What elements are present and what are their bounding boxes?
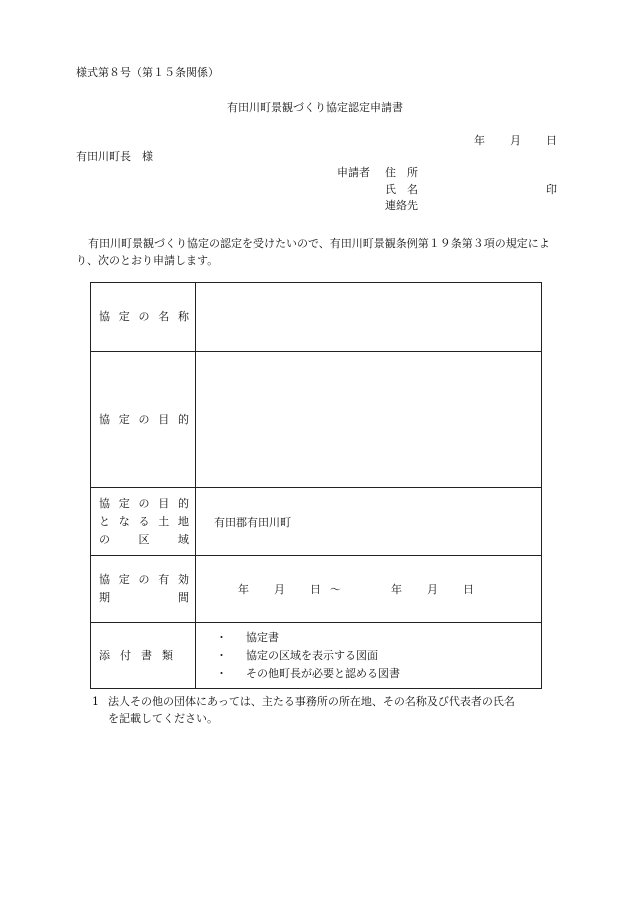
form-number: 様式第８号（第１５条関係） [76, 66, 219, 79]
date-year: 年 [474, 134, 485, 147]
agreement-name-field[interactable] [196, 283, 542, 352]
applicant-name-label: 氏 名 [385, 183, 418, 196]
row-agreement-name [91, 283, 542, 352]
applicant-contact-label: 連絡先 [385, 199, 418, 212]
attachment-item: ・ 協定書 [216, 630, 279, 644]
valid-period-field[interactable] [196, 556, 542, 623]
agreement-purpose-field[interactable] [196, 352, 542, 488]
end-day: 日 [463, 583, 474, 596]
label-agreement-purpose: 協 定 の 目 的 [91, 352, 196, 488]
application-form-table [90, 282, 542, 689]
label-agreement-name: 協 定 の 名 称 [91, 283, 196, 352]
label-attachments: 添 付 書 類 [91, 623, 196, 689]
start-month: 月 [274, 583, 285, 596]
date-month: 月 [510, 134, 521, 147]
applicant-role-label: 申請者 [337, 166, 370, 179]
label-agreement-area: 協 定 の 目 的 と な る 土 地 の 区 域 [91, 488, 196, 556]
row-attachments [91, 623, 542, 689]
attachments-list-cell [196, 623, 542, 689]
seal-mark: 印 [546, 183, 557, 196]
footnote-number: 1 [92, 695, 99, 708]
attachments-list [216, 629, 541, 683]
document-title: 有田川町景観づくり協定認定申請書 [227, 101, 403, 114]
footnote-text-line2: を記載してください。 [108, 712, 218, 725]
application-statement: 有田川町景観づくり協定の認定を受けたいので、有田川町景観条例第１９条第３項の規定により、次のとおり申請します。 [76, 237, 550, 267]
agreement-area-field[interactable]: 有田郡有田川町 [196, 488, 542, 556]
date-day: 日 [546, 134, 557, 147]
row-agreement-area [91, 488, 542, 556]
end-month: 月 [427, 583, 438, 596]
row-agreement-purpose [91, 352, 542, 488]
start-day: 日 [310, 583, 321, 596]
date-line [474, 134, 557, 148]
period-separator: ～ [330, 583, 341, 596]
start-year: 年 [238, 583, 249, 596]
addressee: 有田川町長 様 [76, 150, 153, 163]
footnote [92, 693, 562, 727]
attachment-item: ・ その他町長が必要と認める図書 [216, 666, 400, 680]
applicant-address-label: 住 所 [385, 166, 418, 179]
row-valid-period [91, 556, 542, 623]
attachment-item: ・ 協定の区域を表示する図面 [216, 648, 378, 662]
end-year: 年 [391, 583, 402, 596]
footnote-text-line1: 法人その他の団体にあっては、主たる事務所の所在地、その名称及び代表者の氏名 [108, 695, 515, 708]
label-valid-period: 協 定 の 有 効 期 間 [91, 556, 196, 623]
